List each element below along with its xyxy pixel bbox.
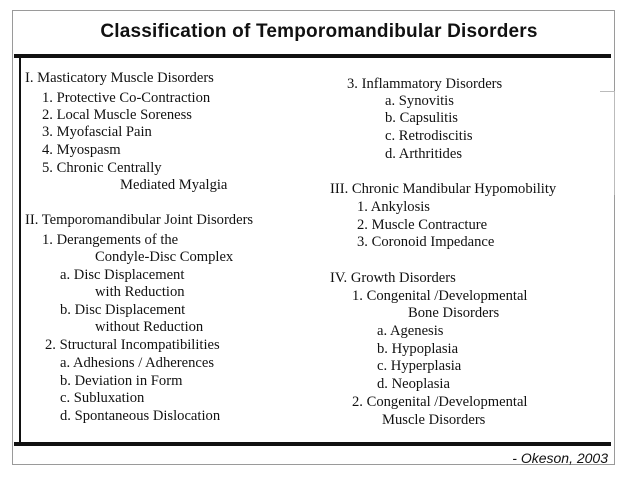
citation: - Okeson, 2003 xyxy=(512,450,608,466)
list-item: 2. Muscle Contracture xyxy=(357,217,488,233)
list-item-continuation: Muscle Disorders xyxy=(382,412,486,428)
sub-list-item-continuation: with Reduction xyxy=(95,284,185,300)
sub-list-item: b. Capsulitis xyxy=(385,110,458,126)
sub-list-item: c. Hyperplasia xyxy=(377,358,462,374)
sub-list-item: b. Disc Displacement xyxy=(60,302,186,318)
list-item: 4. Myospasm xyxy=(42,142,121,158)
left-border-bar xyxy=(19,58,21,442)
decorative-line xyxy=(614,91,615,195)
list-item: 3. Inflammatory Disorders xyxy=(347,76,503,92)
section-heading-tmj: II. Temporomandibular Joint Disorders xyxy=(25,212,254,228)
decorative-line-horizontal xyxy=(600,91,614,92)
list-item: 2. Local Muscle Soreness xyxy=(42,107,192,123)
section-heading-hypomobility: III. Chronic Mandibular Hypomobility xyxy=(330,181,557,197)
sub-list-item: c. Subluxation xyxy=(60,390,145,406)
list-item-continuation: Condyle-Disc Complex xyxy=(95,249,234,265)
sub-list-item: b. Deviation in Form xyxy=(60,373,183,389)
list-item: 2. Structural Incompatibilities xyxy=(45,337,220,353)
sub-list-item: c. Retrodiscitis xyxy=(385,128,473,144)
list-item: 3. Coronoid Impedance xyxy=(357,234,495,250)
section-heading-masticatory: I. Masticatory Muscle Disorders xyxy=(25,70,214,86)
sub-list-item: d. Arthritides xyxy=(385,146,463,162)
list-item: 2. Congenital /Developmental xyxy=(352,394,528,410)
list-item: 1. Protective Co-Contraction xyxy=(42,90,211,106)
sub-list-item: d. Spontaneous Dislocation xyxy=(60,408,221,424)
sub-list-item: a. Disc Displacement xyxy=(60,267,185,283)
sub-list-item: a. Synovitis xyxy=(385,93,454,109)
list-item: 5. Chronic Centrally xyxy=(42,160,162,176)
sub-list-item: a. Agenesis xyxy=(377,323,444,339)
sub-list-item: d. Neoplasia xyxy=(377,376,450,392)
list-item-continuation: Mediated Myalgia xyxy=(120,177,228,193)
list-item: 1. Derangements of the xyxy=(42,232,179,248)
list-item: 1. Congenital /Developmental xyxy=(352,288,528,304)
list-item-continuation: Bone Disorders xyxy=(408,305,500,321)
sub-list-item-continuation: without Reduction xyxy=(95,319,204,335)
list-item: 3. Myofascial Pain xyxy=(42,124,152,140)
sub-list-item: b. Hypoplasia xyxy=(377,341,459,357)
footer-divider xyxy=(14,442,611,446)
section-heading-growth: IV. Growth Disorders xyxy=(330,270,456,286)
page-title: Classification of Temporomandibular Disorders xyxy=(100,21,538,42)
sub-list-item: a. Adhesions / Adherences xyxy=(60,355,215,371)
list-item: 1. Ankylosis xyxy=(357,199,430,215)
title-divider xyxy=(14,54,611,58)
